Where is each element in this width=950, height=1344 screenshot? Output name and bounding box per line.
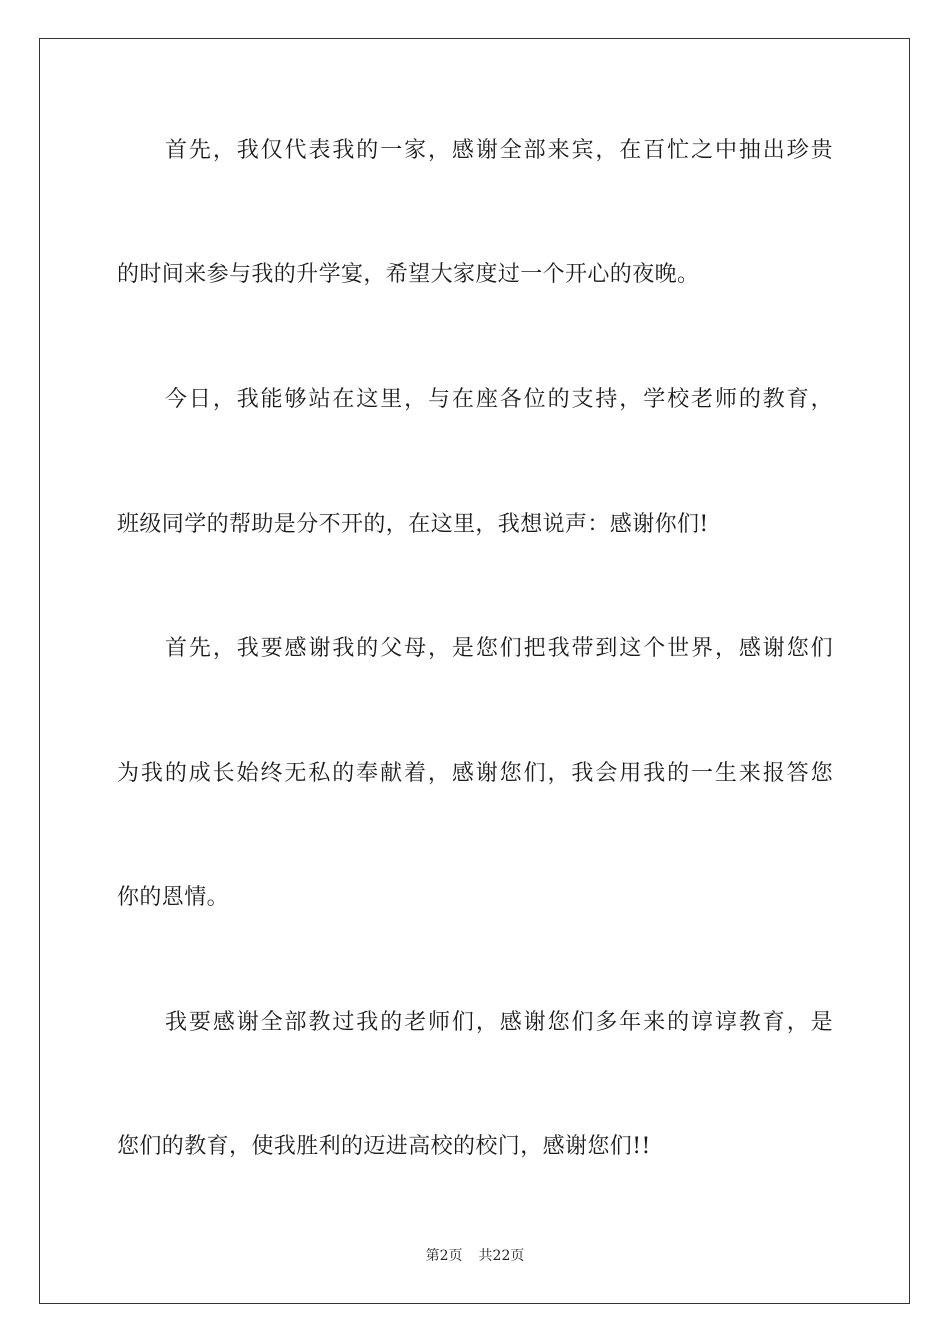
paragraph-2-line-2: 班级同学的帮助是分不开的，在这里，我想说声：感谢你们! — [117, 512, 709, 537]
total-pages: 共22页 — [478, 1248, 525, 1264]
paragraph-1-line-2: 的时间来参与我的升学宴，希望大家度过一个开心的夜晚。 — [117, 262, 700, 287]
paragraph-4-line-2: 您们的教育，使我胜利的迈进高校的校门，感谢您们!! — [117, 1134, 651, 1159]
paragraph-3-line-3: 你的恩情。 — [117, 885, 230, 910]
paragraph-4-line-1: 我要感谢全部教过我的老师们，感谢您们多年来的谆谆教育，是 — [165, 1010, 833, 1035]
page-number: 第2页 — [425, 1248, 463, 1264]
paragraph-3-line-1: 首先，我要感谢我的父母，是您们把我带到这个世界，感谢您们 — [165, 636, 833, 661]
page-footer — [0, 1247, 950, 1265]
paragraph-3-line-2: 为我的成长始终无私的奉献着，感谢您们，我会用我的一生来报答您 — [117, 761, 833, 786]
page-frame — [39, 38, 910, 1304]
paragraph-2-line-1: 今日，我能够站在这里，与在座各位的支持，学校老师的教育， — [165, 387, 833, 412]
paragraph-1-line-1: 首先，我仅代表我的一家，感谢全部来宾，在百忙之中抽出珍贵 — [165, 138, 833, 163]
